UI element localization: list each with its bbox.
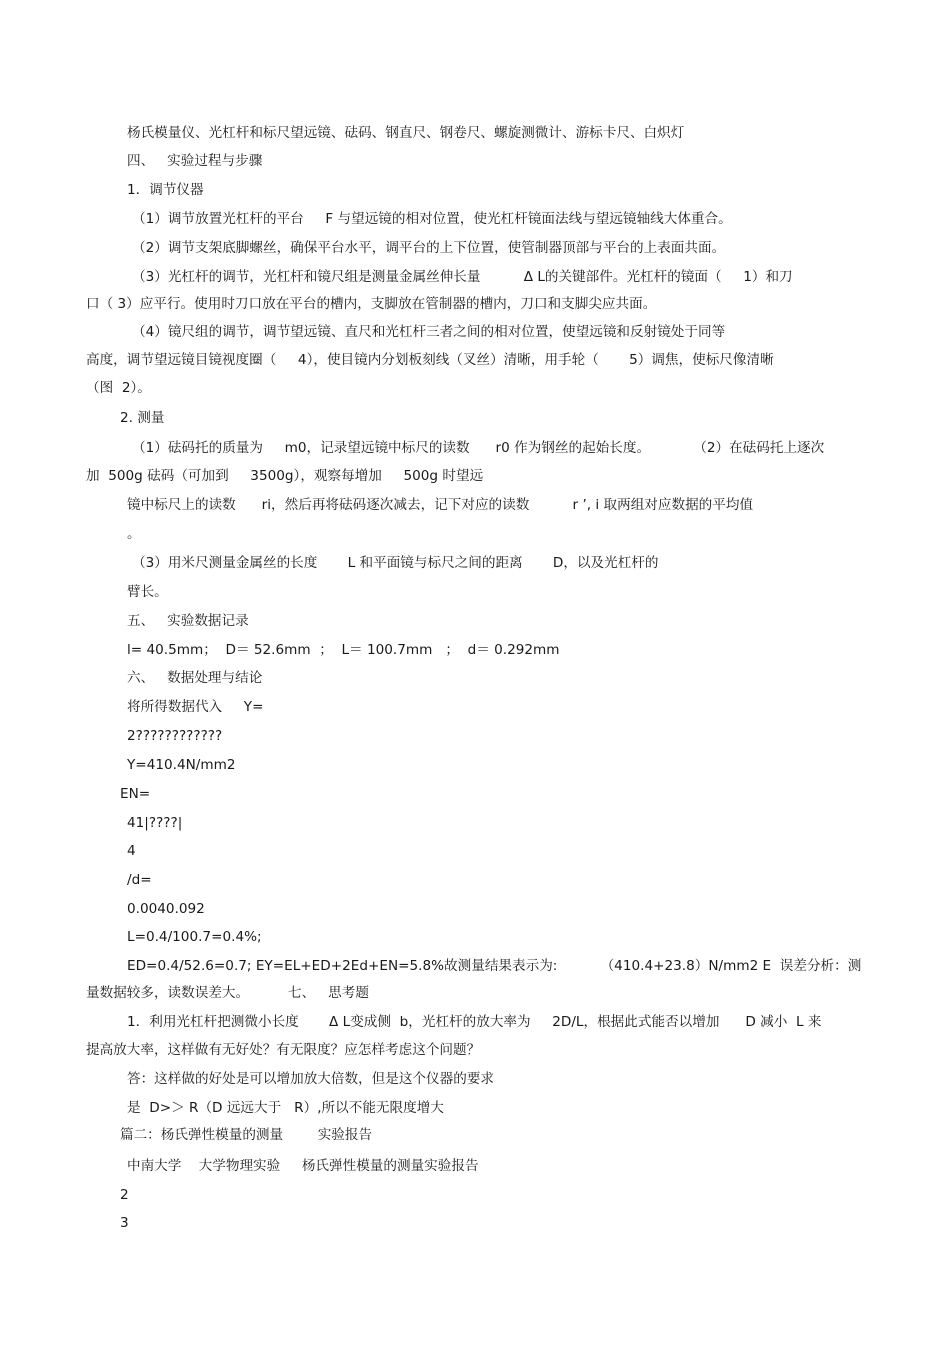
text-line: 将所得数据代入 Y= [127, 699, 264, 715]
text-line: 。 [127, 526, 141, 542]
text-line: 1．利用光杠杆把测微小长度 Δ L变成侧 b，光杠杆的放大率为 2D/L，根据此式能否以增加 D 减小 L 来 [127, 1014, 822, 1030]
subheading-measure: 2. 测量 [120, 410, 165, 426]
text-line: 加 500g 砝码（可加到 3500g），观察每增加 500g 时望远 [86, 468, 484, 484]
text-line-equipment: 杨氏模量仪、光杠杆和标尺望远镜、砝码、钢直尺、钢卷尺、螺旋测微计、游标卡尺、白炽灯 [127, 125, 685, 141]
formula-line: 0.0040.092 [127, 901, 205, 917]
text-line: 口（ 3）应平行。使用时刀口放在平台的槽内，支脚放在管制器的槽内，刀口和支脚尖应共面。 [86, 296, 657, 312]
text-line: ED=0.4/52.6=0.7; EY=EL+ED+2Ed+EN=5.8%故测量结果表示为: （410.4+23.8）N/mm2 E 误差分析：测 [127, 958, 862, 974]
text-line: 2 [120, 1187, 129, 1203]
text-line: （3）光杠杆的调节，光杠杆和镜尺组是测量金属丝伸长量 Δ L的关键部件。光杠杆的镜面（ 1）和刀 [132, 269, 793, 285]
text-line: 提高放大率，这样做有无好处？有无限度？应怎样考虑这个问题？ [86, 1042, 481, 1058]
text-line: 中南大学 大学物理实验 杨氏弹性模量的测量实验报告 [127, 1158, 479, 1174]
formula-line: 2???????????? [127, 728, 223, 744]
formula-line: Y=410.4N/mm2 [127, 757, 236, 773]
subheading-adjust: 1．调节仪器 [127, 182, 204, 198]
text-line: 臂长。 [127, 584, 168, 600]
text-line: 是 D>＞ R（D 远远大于 R）,所以不能无限度增大 [127, 1100, 444, 1116]
section-heading-6: 六、 数据处理与结论 [127, 670, 263, 686]
section-heading-5: 五、 实验数据记录 [127, 613, 249, 629]
text-line: 3 [120, 1215, 129, 1231]
formula-line: 41|????| [127, 815, 183, 831]
formula-line: EN= [120, 786, 151, 802]
text-line: 篇二：杨氏弹性模量的测量 实验报告 [120, 1127, 373, 1143]
text-line: （3）用米尺测量金属丝的长度 L 和平面镜与标尺之间的距离 D，以及光杠杆的 [132, 555, 659, 571]
text-line: （4）镜尺组的调节，调节望远镜、直尺和光杠杆三者之间的相对位置，使望远镜和反射镜处于同等 [132, 324, 726, 340]
text-line: 镜中标尺上的读数 ri，然后再将砝码逐次减去，记下对应的读数 r ’, i 取两组对应数据的平均值 [127, 497, 754, 513]
text-line: 答：这样做的好处是可以增加放大倍数，但是这个仪器的要求 [127, 1071, 495, 1087]
data-record-line: l= 40.5mm； D＝ 52.6mm ； L＝ 100.7mm ； d＝ 0.292mm [127, 642, 560, 658]
text-line: 高度，调节望远镜目镜视度圈（ 4），使目镜内分划板刻线（叉丝）清晰，用手轮（ 5）调焦，使标尺像清晰 [86, 352, 774, 368]
formula-line: L=0.4/100.7=0.4%; [127, 929, 262, 945]
formula-line: 4 [127, 843, 136, 859]
section-heading-4: 四、 实验过程与步骤 [127, 153, 263, 169]
formula-line: /d= [127, 872, 152, 888]
text-line: （图 2）。 [86, 380, 151, 396]
text-line: （2）调节支架底脚螺丝，确保平台水平，调平台的上下位置，使管制器顶部与平台的上表面共面。 [132, 240, 726, 256]
text-line: （1）调节放置光杠杆的平台 F 与望远镜的相对位置，使光杠杆镜面法线与望远镜轴线大体重合。 [132, 211, 732, 227]
text-line: （1）砝码托的质量为 m0，记录望远镜中标尺的读数 r0 作为钢丝的起始长度。 （2）在砝码托上逐次 [132, 440, 825, 456]
text-line: 量数据较多，读数误差大。 七、 思考题 [86, 985, 369, 1001]
